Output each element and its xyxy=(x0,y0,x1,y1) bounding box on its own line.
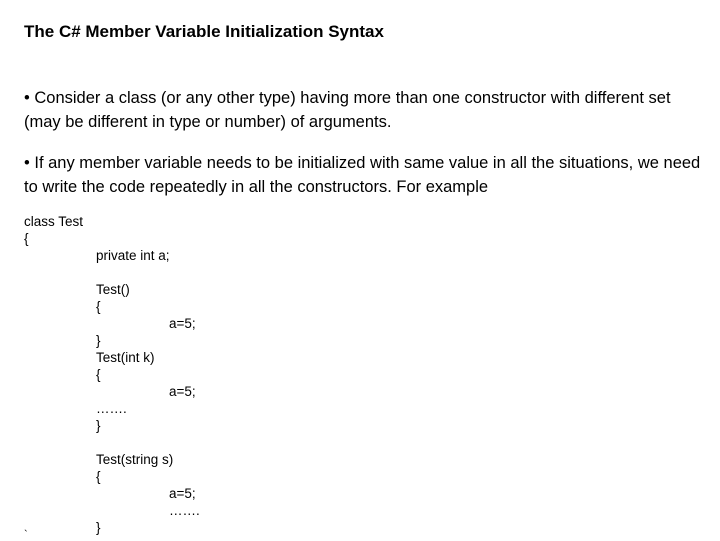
slide-title: The C# Member Variable Initialization Syntax xyxy=(24,22,384,41)
code-line: Test(int k) xyxy=(96,350,155,365)
bullet-initialization: • If any member variable needs to be initialized with same value in all the situations, we need to write the code repeatedly in all the constructors. For example xyxy=(24,154,701,196)
code-line: { xyxy=(24,231,29,246)
code-line: private int a; xyxy=(96,248,170,263)
code-example xyxy=(24,213,200,536)
trailing-mark: ` xyxy=(24,529,28,541)
code-line: a=5; xyxy=(169,486,196,501)
code-line xyxy=(24,264,200,281)
code-line: Test(string s) xyxy=(96,452,174,467)
code-line xyxy=(24,434,200,451)
code-line: } xyxy=(96,418,101,433)
code-line: ……. xyxy=(96,401,127,416)
code-line: a=5; xyxy=(169,316,196,331)
code-line: a=5; xyxy=(169,384,196,399)
code-line: { xyxy=(96,367,101,382)
bullet-constructors: • Consider a class (or any other type) having more than one constructor with different set (may be different in type or number) of arguments. xyxy=(24,89,671,131)
code-line: ……. xyxy=(169,503,200,518)
code-line: { xyxy=(96,299,101,314)
code-line: } xyxy=(96,333,101,348)
code-line: Test() xyxy=(96,282,130,297)
code-line: class Test xyxy=(24,214,84,229)
code-line: { xyxy=(96,469,101,484)
code-line: } xyxy=(96,520,101,535)
